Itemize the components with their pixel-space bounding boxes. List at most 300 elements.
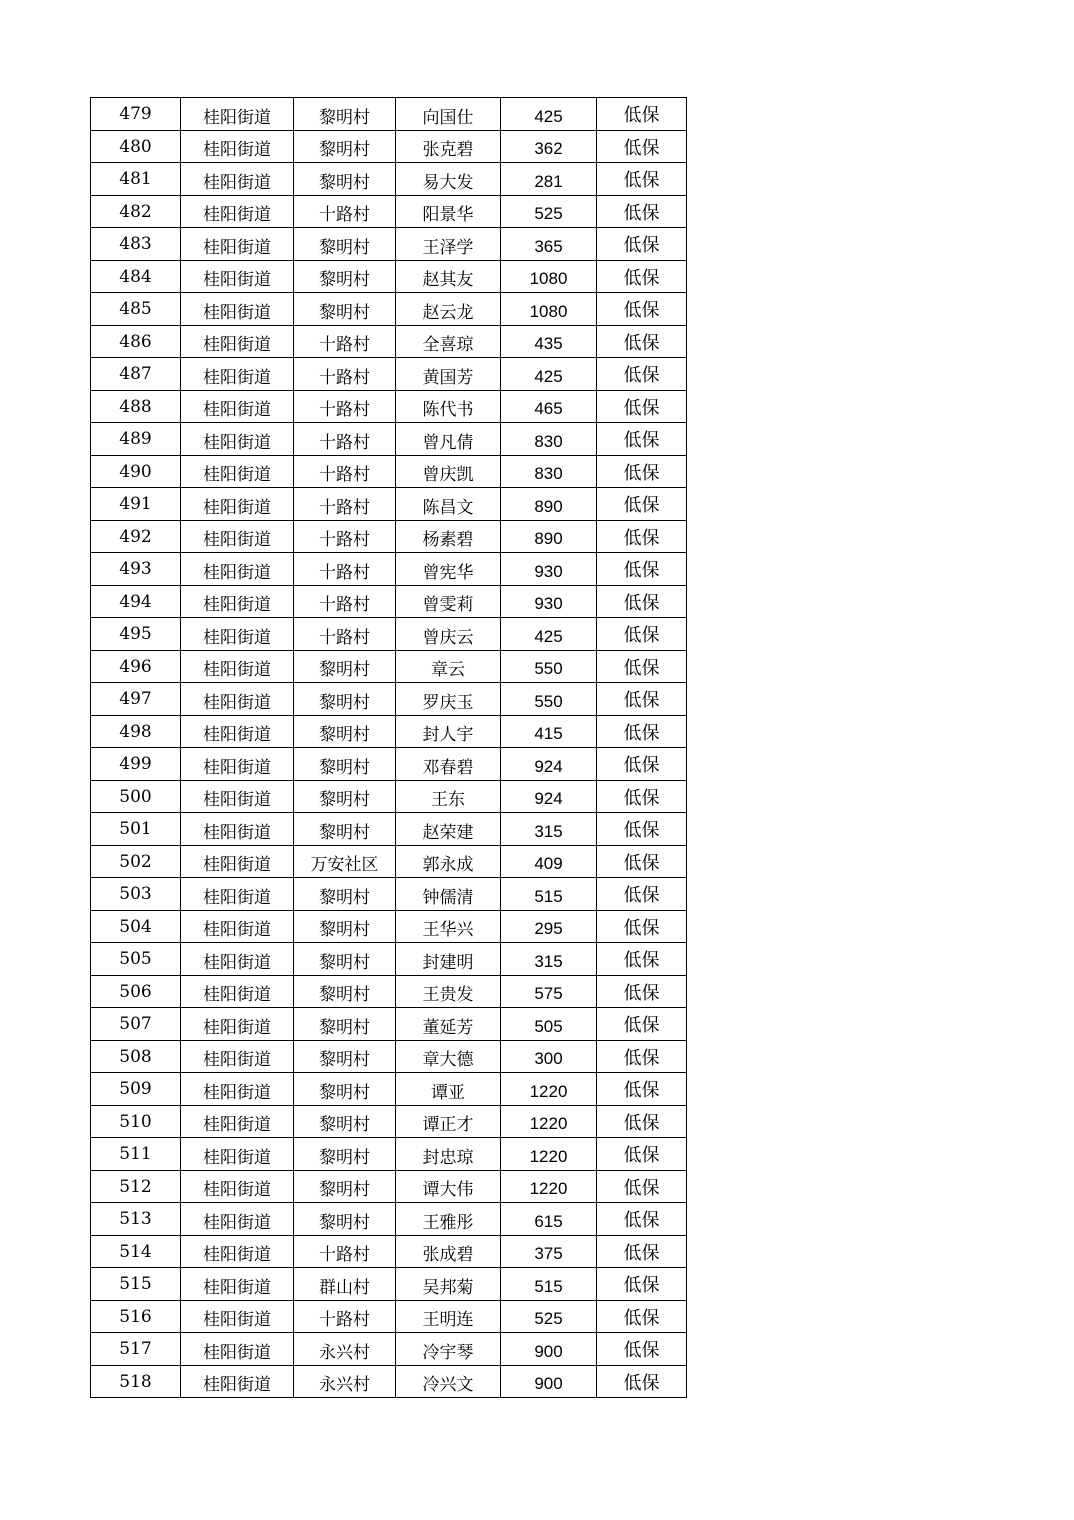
name-cell [396, 910, 501, 943]
amount-cell [501, 1333, 597, 1366]
street-cell-text: 桂阳街道 [203, 302, 271, 323]
assistance-type-cell [597, 553, 687, 586]
village-cell [294, 163, 396, 196]
village-cell [294, 910, 396, 943]
village-cell-text: 黎明村 [319, 107, 370, 128]
village-cell [294, 1333, 396, 1366]
serial-number-cell [91, 1008, 181, 1041]
village-cell-text: 黎明村 [319, 1050, 370, 1070]
amount-cell-text: 315 [534, 951, 563, 971]
street-cell-text: 桂阳街道 [203, 1017, 271, 1038]
village-cell [294, 975, 396, 1008]
name-cell-text: 吴邦菊 [422, 1277, 474, 1298]
assistance-type-cell [597, 423, 687, 456]
amount-cell [501, 650, 597, 683]
assistance-type-cell [597, 163, 687, 196]
serial-number-cell [91, 423, 181, 456]
serial-number-cell [91, 1105, 181, 1138]
amount-cell [501, 585, 597, 618]
serial-number-cell-text: 485 [119, 299, 152, 319]
table-row [91, 780, 687, 813]
name-cell-text: 谭正才 [422, 1115, 474, 1135]
name-cell-text: 张克碧 [422, 140, 474, 160]
street-cell-text: 桂阳街道 [203, 1050, 271, 1070]
amount-cell-text: 1080 [529, 301, 568, 321]
serial-number-cell [91, 1268, 181, 1301]
serial-number-cell-text: 506 [119, 981, 152, 1002]
serial-number-cell-text: 500 [119, 786, 152, 807]
assistance-type-cell-text: 低保 [623, 592, 660, 614]
street-cell [181, 910, 294, 943]
village-cell-text: 黎明村 [319, 757, 370, 778]
amount-cell-text: 505 [534, 1016, 563, 1036]
serial-number-cell-text: 484 [119, 266, 152, 287]
table-row [91, 228, 687, 261]
serial-number-cell [91, 1300, 181, 1333]
name-cell-text: 谭大伟 [422, 1180, 474, 1200]
assistance-type-cell [597, 845, 687, 878]
name-cell [396, 650, 501, 683]
village-cell [294, 780, 396, 813]
village-cell [294, 1365, 396, 1398]
name-cell [396, 780, 501, 813]
assistance-type-cell-text: 低保 [623, 755, 660, 776]
table-row [91, 520, 687, 553]
assistance-type-cell-text: 低保 [623, 657, 660, 679]
serial-number-cell-text: 503 [119, 884, 152, 904]
name-cell [396, 163, 501, 196]
name-cell [396, 98, 501, 131]
amount-cell [501, 325, 597, 358]
village-cell [294, 1170, 396, 1203]
table-row [91, 390, 687, 423]
street-cell [181, 618, 294, 651]
serial-number-cell-text: 513 [119, 1209, 152, 1229]
amount-cell [501, 293, 597, 326]
serial-number-cell [91, 1333, 181, 1366]
village-cell-text: 黎明村 [319, 1115, 370, 1135]
street-cell [181, 1268, 294, 1301]
serial-number-cell [91, 715, 181, 748]
serial-number-cell-text: 495 [119, 624, 152, 644]
village-cell-text: 十路村 [319, 595, 370, 615]
name-cell-text: 罗庆玉 [422, 692, 474, 713]
street-cell-text: 桂阳街道 [203, 432, 271, 453]
amount-cell-text: 550 [534, 659, 563, 678]
assistance-type-cell [597, 1105, 687, 1138]
serial-number-cell [91, 748, 181, 781]
assistance-type-cell [597, 943, 687, 976]
name-cell [396, 1040, 501, 1073]
street-cell [181, 1170, 294, 1203]
village-cell [294, 943, 396, 976]
assistance-type-cell [597, 975, 687, 1008]
table-row [91, 488, 687, 521]
amount-cell-text: 830 [534, 464, 563, 483]
serial-number-cell-text: 483 [119, 234, 152, 254]
name-cell [396, 878, 501, 911]
serial-number-cell-text: 505 [119, 949, 152, 969]
name-cell [396, 520, 501, 553]
serial-number-cell-text: 514 [119, 1241, 152, 1262]
amount-cell [501, 813, 597, 846]
amount-cell [501, 1268, 597, 1301]
serial-number-cell-text: 508 [119, 1046, 152, 1067]
assistance-type-cell [597, 1365, 687, 1398]
name-cell-text: 杨素碧 [422, 530, 474, 550]
name-cell [396, 1268, 501, 1301]
assistance-type-cell [597, 1040, 687, 1073]
name-cell-text: 冷兴文 [422, 1375, 474, 1395]
name-cell [396, 1203, 501, 1236]
table-row [91, 98, 687, 131]
serial-number-cell-text: 497 [119, 689, 152, 709]
village-cell [294, 325, 396, 358]
name-cell [396, 553, 501, 586]
serial-number-cell [91, 455, 181, 488]
assistance-roster-table [90, 97, 687, 1398]
amount-cell [501, 1235, 597, 1268]
street-cell [181, 1365, 294, 1398]
village-cell-text: 十路村 [319, 530, 370, 550]
amount-cell-text: 900 [534, 1341, 563, 1361]
name-cell [396, 358, 501, 391]
name-cell [396, 488, 501, 521]
serial-number-cell [91, 1203, 181, 1236]
name-cell-text: 王泽学 [422, 237, 474, 258]
amount-cell [501, 423, 597, 456]
table-row [91, 585, 687, 618]
assistance-type-cell [597, 878, 687, 911]
amount-cell-text: 830 [534, 431, 563, 451]
name-cell-text: 陈代书 [422, 400, 474, 420]
assistance-type-cell [597, 1170, 687, 1203]
street-cell-text: 桂阳街道 [203, 1277, 271, 1298]
name-cell [396, 1138, 501, 1171]
street-cell-text: 桂阳街道 [203, 562, 271, 583]
assistance-type-cell [597, 1300, 687, 1333]
amount-cell [501, 748, 597, 781]
amount-cell-text: 1220 [529, 1114, 568, 1133]
assistance-type-cell [597, 1333, 687, 1366]
amount-cell-text: 550 [534, 691, 563, 711]
village-cell-text: 群山村 [319, 1277, 370, 1298]
serial-number-cell-text: 492 [119, 526, 152, 547]
amount-cell-text: 315 [534, 821, 563, 841]
assistance-type-cell [597, 1008, 687, 1041]
street-cell [181, 1008, 294, 1041]
amount-cell-text: 425 [534, 366, 563, 386]
serial-number-cell-text: 496 [119, 656, 152, 677]
name-cell-text: 赵云龙 [422, 302, 474, 323]
village-cell [294, 195, 396, 228]
name-cell-text: 全喜琼 [422, 335, 474, 355]
village-cell [294, 878, 396, 911]
assistance-type-cell [597, 1073, 687, 1106]
serial-number-cell [91, 130, 181, 163]
name-cell [396, 748, 501, 781]
assistance-type-cell-text: 低保 [623, 105, 660, 126]
amount-cell-text: 515 [534, 1276, 563, 1296]
street-cell [181, 423, 294, 456]
name-cell-text: 封忠琼 [422, 1147, 474, 1168]
serial-number-cell [91, 1073, 181, 1106]
amount-cell [501, 683, 597, 716]
assistance-type-cell-text: 低保 [623, 852, 660, 874]
name-cell-text: 章云 [431, 660, 465, 680]
serial-number-cell-text: 507 [119, 1014, 152, 1034]
serial-number-cell [91, 975, 181, 1008]
street-cell-text: 桂阳街道 [203, 465, 271, 485]
street-cell [181, 293, 294, 326]
assistance-type-cell-text: 低保 [623, 332, 660, 354]
street-cell [181, 1333, 294, 1366]
serial-number-cell [91, 228, 181, 261]
name-cell [396, 1333, 501, 1366]
serial-number-cell-text: 486 [119, 331, 152, 352]
amount-cell-text: 425 [534, 626, 563, 646]
assistance-type-cell-text: 低保 [623, 1242, 660, 1264]
amount-cell [501, 618, 597, 651]
village-cell [294, 650, 396, 683]
assistance-type-cell [597, 715, 687, 748]
roster-table-body [91, 98, 687, 1398]
village-cell [294, 748, 396, 781]
street-cell [181, 650, 294, 683]
village-cell [294, 1073, 396, 1106]
assistance-type-cell [597, 130, 687, 163]
amount-cell-text: 890 [534, 529, 563, 548]
assistance-type-cell-text: 低保 [623, 787, 660, 809]
assistance-type-cell-text: 低保 [623, 1015, 660, 1036]
assistance-type-cell [597, 520, 687, 553]
table-row [91, 813, 687, 846]
assistance-type-cell-text: 低保 [623, 527, 660, 549]
amount-cell-text: 615 [534, 1211, 563, 1231]
table-row [91, 325, 687, 358]
street-cell [181, 228, 294, 261]
street-cell [181, 1105, 294, 1138]
village-cell-text: 万安社区 [310, 855, 379, 875]
serial-number-cell-text: 479 [119, 104, 152, 124]
serial-number-cell-text: 515 [119, 1274, 152, 1294]
village-cell-text: 黎明村 [319, 302, 370, 323]
name-cell [396, 975, 501, 1008]
amount-cell [501, 130, 597, 163]
amount-cell [501, 390, 597, 423]
amount-cell [501, 98, 597, 131]
assistance-type-cell-text: 低保 [623, 1177, 660, 1199]
street-cell-text: 桂阳街道 [203, 595, 271, 615]
street-cell [181, 1300, 294, 1333]
serial-number-cell [91, 683, 181, 716]
amount-cell-text: 930 [534, 594, 563, 613]
assistance-type-cell-text: 低保 [623, 137, 660, 159]
table-row [91, 878, 687, 911]
village-cell [294, 585, 396, 618]
name-cell-text: 王贵发 [422, 985, 474, 1005]
amount-cell [501, 878, 597, 911]
name-cell [396, 1073, 501, 1106]
serial-number-cell [91, 910, 181, 943]
assistance-type-cell [597, 195, 687, 228]
assistance-type-cell-text: 低保 [623, 625, 660, 646]
street-cell [181, 455, 294, 488]
assistance-type-cell-text: 低保 [623, 885, 660, 906]
assistance-type-cell-text: 低保 [623, 1340, 660, 1361]
street-cell [181, 585, 294, 618]
name-cell [396, 228, 501, 261]
amount-cell [501, 845, 597, 878]
serial-number-cell-text: 512 [119, 1176, 152, 1197]
village-cell-text: 永兴村 [319, 1375, 370, 1395]
serial-number-cell-text: 501 [119, 819, 152, 839]
table-row [91, 195, 687, 228]
street-cell [181, 975, 294, 1008]
table-row [91, 715, 687, 748]
assistance-type-cell-text: 低保 [623, 300, 660, 321]
amount-cell [501, 1105, 597, 1138]
table-row [91, 683, 687, 716]
serial-number-cell-text: 499 [119, 754, 152, 774]
amount-cell [501, 260, 597, 293]
amount-cell [501, 228, 597, 261]
amount-cell [501, 715, 597, 748]
name-cell-text: 王华兴 [422, 920, 474, 940]
amount-cell [501, 358, 597, 391]
serial-number-cell [91, 813, 181, 846]
village-cell [294, 618, 396, 651]
assistance-type-cell-text: 低保 [623, 1112, 660, 1134]
amount-cell-text: 525 [534, 204, 563, 223]
assistance-type-cell-text: 低保 [623, 462, 660, 484]
village-cell-text: 黎明村 [319, 1212, 370, 1233]
assistance-type-cell-text: 低保 [623, 722, 660, 744]
serial-number-cell [91, 943, 181, 976]
assistance-type-cell [597, 780, 687, 813]
serial-number-cell-text: 487 [119, 364, 152, 384]
amount-cell [501, 520, 597, 553]
amount-cell-text: 425 [534, 106, 563, 126]
name-cell-text: 曾宪华 [422, 562, 474, 583]
name-cell-text: 向国仕 [422, 107, 474, 128]
street-cell-text: 桂阳街道 [203, 335, 271, 355]
name-cell-text: 冷宇琴 [422, 1342, 474, 1363]
street-cell [181, 130, 294, 163]
name-cell-text: 阳景华 [422, 205, 474, 225]
street-cell [181, 163, 294, 196]
street-cell-text: 桂阳街道 [203, 497, 271, 518]
serial-number-cell-text: 480 [119, 136, 152, 157]
street-cell [181, 260, 294, 293]
assistance-type-cell-text: 低保 [623, 1047, 660, 1069]
assistance-type-cell [597, 813, 687, 846]
street-cell [181, 1235, 294, 1268]
name-cell-text: 封人宇 [422, 725, 474, 745]
village-cell [294, 358, 396, 391]
serial-number-cell [91, 260, 181, 293]
amount-cell [501, 1138, 597, 1171]
serial-number-cell-text: 490 [119, 461, 152, 482]
assistance-type-cell [597, 585, 687, 618]
serial-number-cell [91, 1170, 181, 1203]
name-cell-text: 赵荣建 [422, 822, 474, 843]
village-cell-text: 十路村 [319, 1310, 370, 1330]
table-row [91, 553, 687, 586]
table-row [91, 423, 687, 456]
assistance-type-cell-text: 低保 [623, 982, 660, 1004]
serial-number-cell [91, 780, 181, 813]
serial-number-cell-text: 510 [119, 1111, 152, 1132]
village-cell [294, 1105, 396, 1138]
street-cell [181, 1073, 294, 1106]
name-cell-text: 封建明 [422, 952, 474, 973]
assistance-type-cell [597, 1235, 687, 1268]
name-cell-text: 曾雯莉 [422, 595, 474, 615]
serial-number-cell [91, 618, 181, 651]
street-cell-text: 桂阳街道 [203, 790, 271, 810]
street-cell [181, 1040, 294, 1073]
name-cell [396, 813, 501, 846]
amount-cell [501, 163, 597, 196]
street-cell [181, 358, 294, 391]
street-cell [181, 98, 294, 131]
village-cell-text: 十路村 [319, 1245, 370, 1265]
serial-number-cell-text: 493 [119, 559, 152, 579]
name-cell-text: 章大德 [422, 1050, 474, 1070]
assistance-type-cell-text: 低保 [623, 1145, 660, 1166]
village-cell [294, 260, 396, 293]
name-cell [396, 1170, 501, 1203]
assistance-type-cell [597, 455, 687, 488]
village-cell [294, 553, 396, 586]
amount-cell [501, 1040, 597, 1073]
name-cell-text: 钟儒清 [422, 887, 474, 908]
table-row [91, 1105, 687, 1138]
table-row [91, 1333, 687, 1366]
serial-number-cell-text: 489 [119, 429, 152, 449]
village-cell-text: 黎明村 [319, 1180, 370, 1200]
assistance-type-cell-text: 低保 [623, 430, 660, 451]
street-cell [181, 390, 294, 423]
assistance-type-cell [597, 98, 687, 131]
table-row [91, 358, 687, 391]
name-cell [396, 845, 501, 878]
street-cell-text: 桂阳街道 [203, 1375, 271, 1395]
name-cell-text: 陈昌文 [422, 497, 474, 518]
street-cell-text: 桂阳街道 [203, 757, 271, 778]
street-cell-text: 桂阳街道 [203, 1342, 271, 1363]
assistance-type-cell-text: 低保 [623, 235, 660, 256]
table-row [91, 1138, 687, 1171]
street-cell [181, 780, 294, 813]
street-cell [181, 1203, 294, 1236]
table-row [91, 1268, 687, 1301]
serial-number-cell [91, 585, 181, 618]
street-cell-text: 桂阳街道 [203, 1212, 271, 1233]
amount-cell-text: 465 [534, 399, 563, 418]
table-row [91, 1170, 687, 1203]
table-row [91, 1300, 687, 1333]
assistance-type-cell [597, 293, 687, 326]
assistance-type-cell [597, 650, 687, 683]
amount-cell-text: 930 [534, 561, 563, 581]
name-cell-text: 王雅彤 [422, 1212, 474, 1233]
assistance-type-cell-text: 低保 [623, 950, 660, 971]
street-cell-text: 桂阳街道 [203, 1115, 271, 1135]
amount-cell-text: 900 [534, 1374, 563, 1393]
village-cell-text: 十路村 [319, 335, 370, 355]
